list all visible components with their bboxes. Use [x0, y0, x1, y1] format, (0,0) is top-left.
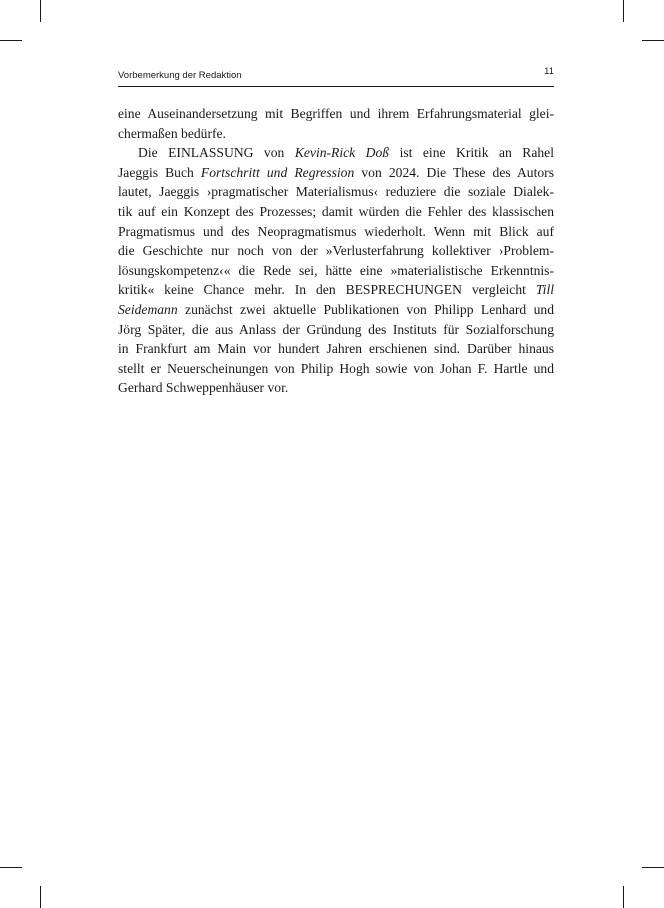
text-span: zunächst zwei aktuelle Publikationen von Philipp Lenhard und [177, 301, 554, 317]
crop-mark-top-right-horizontal [642, 40, 664, 41]
crop-mark-bottom-left-horizontal [0, 867, 22, 868]
text-line: Pragmatismus und des Neopragmatismus wiederholt. Wenn mit Blick auf [118, 223, 554, 239]
text-line: stellt er Neuerscheinungen von Philip Hogh sowie von Johan F. Hartle und [118, 360, 554, 376]
header-rule [118, 86, 554, 87]
text-line: in Frankfurt am Main vor hundert Jahren erschienen sind. Darüber hinaus [118, 341, 554, 357]
author-name: Kevin-Rick Doß [294, 145, 390, 161]
text-span: kritik« keine Chance mehr. In den BESPRECHUNGEN vergleicht [118, 282, 536, 298]
page-number: 11 [544, 66, 554, 77]
body-text [118, 104, 554, 398]
crop-mark-top-right-vertical [623, 0, 624, 22]
crop-mark-bottom-right-vertical [623, 886, 624, 908]
text-line: Jörg Später, die aus Anlass der Gründung des Instituts für Sozialforschung [118, 321, 554, 337]
text-span: Die EINLASSUNG von [138, 145, 295, 161]
text-span: ist eine Kritik an Rahel [389, 145, 554, 161]
text-line [118, 163, 554, 183]
text-line: eine Auseinandersetzung mit Begriffen und ihrem Erfahrungsmaterial glei- [118, 106, 554, 121]
crop-mark-bottom-left-vertical [40, 886, 41, 908]
text-line: Gerhard Schweppenhäuser vor. [118, 380, 289, 396]
running-title: Vorbemerkung der Redaktion [118, 70, 242, 81]
text-line [118, 143, 554, 163]
book-title: Fortschritt und Regression [200, 164, 355, 180]
crop-mark-top-left-horizontal [0, 40, 22, 41]
text-line: die Geschichte nur noch von der »Verlusterfahrung kollektiver ›Problem- [118, 243, 554, 259]
crop-mark-bottom-right-horizontal [642, 867, 664, 868]
text-line: lautet, Jaeggis ›pragmatischer Materialismus‹ reduziere die soziale Dialek- [118, 184, 554, 200]
text-span: von 2024. Die These des Autors [354, 164, 554, 180]
text-line [118, 280, 554, 300]
text-line: lösungskompetenz‹« die Rede sei, hätte eine »materialistische Erkenntnis- [118, 262, 554, 278]
text-span: Jaeggis Buch [118, 164, 201, 180]
author-name: Seidemann [118, 301, 178, 317]
crop-mark-top-left-vertical [40, 0, 41, 22]
author-name: Till [535, 282, 554, 298]
text-line: chermaßen bedürfe. [118, 125, 226, 141]
text-line [118, 300, 554, 320]
text-line: tik auf ein Konzept des Prozesses; damit würden die Fehler des klassischen [118, 203, 554, 219]
